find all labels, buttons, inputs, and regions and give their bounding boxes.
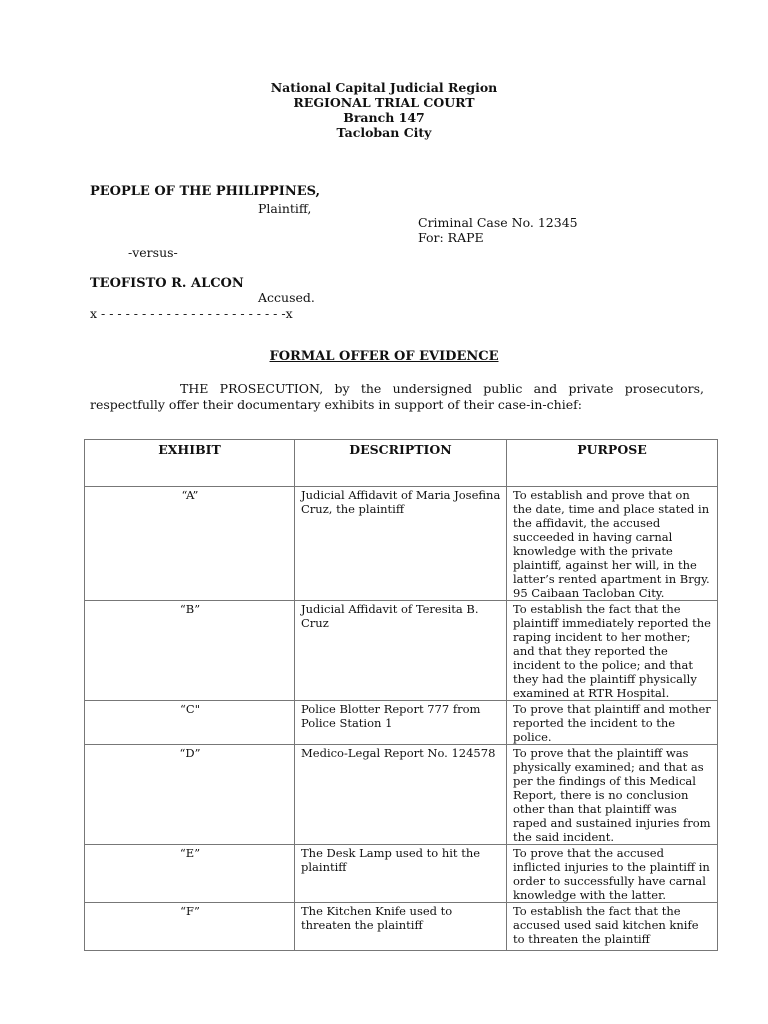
header-exhibit: EXHIBIT [85, 440, 295, 487]
purpose-cell: To prove that the plaintiff was physically examined; and that as per the findings of this Medical Report, there is no conclusion other than that plaintiff was raped and sustained injuries from the said incident. [507, 745, 718, 845]
exhibits-table [84, 439, 718, 951]
table-row [85, 487, 718, 601]
document-title: FORMAL OFFER OF EVIDENCE [269, 349, 499, 364]
intro-paragraph [90, 381, 704, 413]
header-purpose: PURPOSE [507, 440, 718, 487]
plaintiff-role: Plaintiff, [258, 201, 312, 216]
exhibit-cell: “B” [85, 601, 295, 701]
plaintiff-name: PEOPLE OF THE PHILIPPINES, [90, 184, 321, 199]
exhibit-cell: “A” [85, 487, 295, 601]
description-cell: The Desk Lamp used to hit the plaintiff [295, 845, 507, 903]
table-header-row [85, 440, 718, 487]
accused-role: Accused. [258, 290, 315, 305]
exhibit-cell: “F” [85, 903, 295, 951]
versus-label: -versus- [128, 245, 178, 260]
table-row [85, 903, 718, 951]
exhibit-cell: “C" [85, 701, 295, 745]
purpose-cell: To prove that plaintiff and mother reported the incident to the police. [507, 701, 718, 745]
description-cell: The Kitchen Knife used to threaten the plaintiff [295, 903, 507, 951]
description-cell: Judicial Affidavit of Teresita B. Cruz [295, 601, 507, 701]
purpose-cell: To establish the fact that the plaintiff immediately reported the raping incident to her mother; and that they reported the incident to the police; and that they had the plaintiff physically examined at RTR Hospital. [507, 601, 718, 701]
description-cell: Judicial Affidavit of Maria Josefina Cruz, the plaintiff [295, 487, 507, 601]
description-cell: Medico-Legal Report No. 124578 [295, 745, 507, 845]
case-offense: For: RAPE [418, 230, 484, 245]
court-region: National Capital Judicial Region [270, 80, 498, 95]
accused-name: TEOFISTO R. ALCON [90, 276, 244, 291]
description-cell: Police Blotter Report 777 from Police Station 1 [295, 701, 507, 745]
purpose-cell: To prove that the accused inflicted injuries to the plaintiff in order to successfully have carnal knowledge with the latter. [507, 845, 718, 903]
table-row [85, 601, 718, 701]
case-number: Criminal Case No. 12345 [418, 215, 578, 230]
court-branch: Branch 147 [343, 110, 425, 125]
caption-separator: x - - - - - - - - - - - - - - - - - - - - - - -x [90, 306, 293, 321]
table-row [85, 845, 718, 903]
exhibit-cell: “D” [85, 745, 295, 845]
header-description: DESCRIPTION [295, 440, 507, 487]
court-name: REGIONAL TRIAL COURT [293, 95, 475, 110]
exhibit-cell: “E” [85, 845, 295, 903]
intro-line-1: THE PROSECUTION, by the undersigned public and private prosecutors, [180, 381, 704, 396]
purpose-cell: To establish and prove that on the date, time and place stated in the affidavit, the accused succeeded in having carnal knowledge with the private plaintiff, against her will, in the latter’s rented apartment in Brgy. 95 Caibaan Tacloban City. [507, 487, 718, 601]
intro-line-2: respectfully offer their documentary exhibits in support of their case-in-chief: [90, 397, 582, 412]
table-row [85, 701, 718, 745]
table-row [85, 745, 718, 845]
court-header [0, 80, 768, 140]
purpose-cell: To establish the fact that the accused used said kitchen knife to threaten the plaintiff [507, 903, 718, 951]
court-city: Tacloban City [336, 125, 432, 140]
